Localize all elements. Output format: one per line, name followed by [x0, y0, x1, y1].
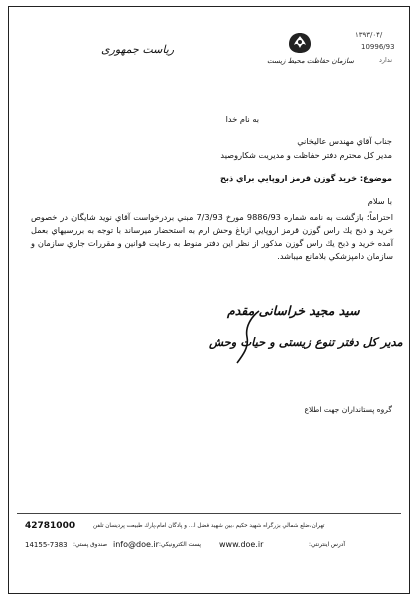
date-value: ۱۳۹۳/۰۴/ [355, 31, 383, 39]
presidency-heading: ریاست جمهوری [101, 43, 175, 56]
footer-postbox-label: صندوق پستي: [73, 542, 108, 548]
salutation: به نام خدا [225, 114, 259, 124]
footer-email: info@doe.ir [113, 540, 159, 549]
recipient-name: جناب آقاي مهندس عاليخاني [297, 136, 392, 146]
letter-body: احتراماً؛ بازگشت به نامه شماره 9886/93 مورخ 7/3/93 مبني بردرخواست آقاي نويد شايگان در خصوص خريد و ذبح يك راس گوزن قرمز اروپايي ازباغ وحش ارم به استحضار ميرساند با توجه به بررسيهاي بعمل آمده خريد و ذبح يك راس گوزن مذكور از نظر اين دفتر منوط به رعايت قوانين و مقررات جاري سازمان و سازمان دامپزشكي بلامانع ميباشد. [31, 212, 393, 261]
signatory-name: سید مجید خراسانی مقدم [227, 303, 360, 318]
recipient-title: مدير كل محترم دفتر حفاظت و مديريت شكاروصيد [220, 150, 392, 160]
footer-phone: 42781000 [25, 521, 76, 531]
cc-line: گروه پستانداران جهت اطلاع [304, 405, 392, 414]
letter-number: 10996/93 [361, 43, 395, 51]
footer-address: تهران،ضلع شمالي بزرگراه شهيد حكيم ،بين شهيد فضل ا... و پادگان امام،پارك طبيعت پرديسان تلفن [93, 523, 325, 529]
signature-flourish [231, 307, 271, 367]
greeting: با سلام [367, 196, 392, 206]
footer-org-email-label: آدرس اينترنتي: [309, 542, 345, 548]
footer-divider [17, 513, 401, 514]
letter-page [8, 6, 410, 594]
footer-email-label: پست الكترونيكي: [159, 542, 201, 548]
subject-line: موضوع: خريد گوزن قرمز اروپايي براي ذبح [220, 173, 392, 183]
org-name: سازمان حفاظت محیط زیست [267, 57, 354, 65]
footer-postbox: 14155-7383 [25, 541, 68, 549]
doe-logo-icon [287, 31, 313, 55]
signatory-title: مدیر کل دفتر تنوع زیستی و حیات وحش [209, 335, 403, 349]
footer-website: www.doe.ir [219, 540, 264, 549]
attachment-value: ندارد [379, 56, 393, 64]
